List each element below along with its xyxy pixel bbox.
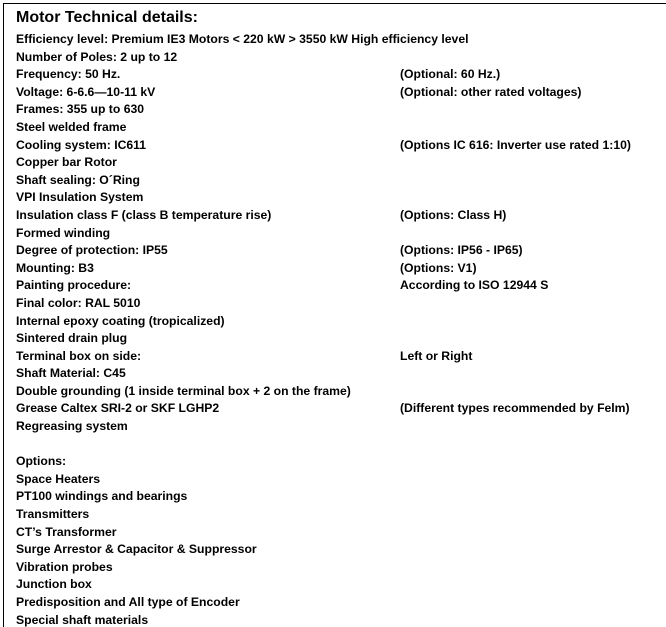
document-frame: [3, 3, 666, 627]
spec-label: Degree of protection: IP55: [16, 243, 168, 258]
options-heading-label: Options:: [16, 454, 67, 469]
option-item: [16, 594, 664, 612]
spacer: [16, 436, 664, 454]
option-item: [16, 524, 664, 542]
spec-list: [16, 31, 664, 627]
spec-label: Internal epoxy coating (tropicalized): [16, 313, 225, 328]
spec-row: [16, 330, 664, 348]
spec-label: Painting procedure:: [16, 278, 132, 293]
spec-row: [16, 313, 664, 331]
spec-row: [16, 365, 664, 383]
option-item: [16, 471, 664, 489]
option-item: [16, 488, 664, 506]
spec-row: [16, 66, 664, 84]
spec-label: VPI Insulation System: [16, 190, 144, 205]
spec-row: [16, 225, 664, 243]
spec-row: [16, 207, 664, 225]
option-item: [16, 541, 664, 559]
spec-label: Regreasing system: [16, 419, 128, 434]
spec-row: [16, 137, 664, 155]
spec-label: Number of Poles: 2 up to 12: [16, 49, 178, 64]
spec-row: [16, 101, 664, 119]
spec-label: Frames: 355 up to 630: [16, 102, 145, 117]
option-item: [16, 506, 664, 524]
options-heading: [16, 453, 664, 471]
spec-option-note: (Optional: other rated voltages): [400, 84, 582, 99]
spec-option-note: According to ISO 12944 S: [400, 278, 549, 293]
option-item: [16, 612, 664, 627]
option-label: Junction box: [16, 577, 92, 592]
spec-label: Copper bar Rotor: [16, 155, 117, 170]
spec-row: [16, 242, 664, 260]
spec-row: [16, 154, 664, 172]
spec-label: Steel welded frame: [16, 119, 127, 134]
spec-label: Final color: RAL 5010: [16, 295, 141, 310]
option-label: Transmitters: [16, 507, 90, 522]
option-label: CT’s Transformer: [16, 524, 117, 539]
option-item: [16, 559, 664, 577]
spec-option-note: (Options IC 616: Inverter use rated 1:10): [400, 137, 631, 152]
spec-label: Formed winding: [16, 225, 111, 240]
spec-label: Shaft sealing: O´Ring: [16, 172, 140, 187]
spec-row: [16, 189, 664, 207]
option-label: Surge Arrestor & Capacitor & Suppressor: [16, 542, 257, 557]
spec-row: [16, 31, 664, 49]
spec-row: [16, 277, 664, 295]
spec-option-note: (Options: IP56 - IP65): [400, 243, 523, 258]
spec-row: [16, 348, 664, 366]
spec-row: [16, 172, 664, 190]
spec-row: [16, 119, 664, 137]
spec-row: [16, 260, 664, 278]
spec-option-note: (Options: V1): [400, 260, 477, 275]
spec-label: Cooling system: IC611: [16, 137, 147, 152]
spec-option-note: (Optional: 60 Hz.): [400, 67, 501, 82]
option-label: Predisposition and All type of Encoder: [16, 595, 240, 609]
spec-label: Sintered drain plug: [16, 331, 128, 346]
spec-label: Insulation class F (class B temperature rise): [16, 207, 272, 222]
spec-row: [16, 383, 664, 401]
spec-option-note: Left or Right: [400, 348, 473, 363]
spec-row: [16, 418, 664, 436]
spec-label: Shaft Material: C45: [16, 366, 126, 381]
spec-option-note: (Options: Class H): [400, 207, 507, 222]
spec-row: [16, 84, 664, 102]
spec-label: Grease Caltex SRI-2 or SKF LGHP2: [16, 401, 220, 416]
spec-label: Mounting: B3: [16, 260, 94, 275]
spec-row: [16, 400, 664, 418]
spec-label: Efficiency level: Premium IE3 Motors < 220 kW > 3550 kW High efficiency level: [16, 32, 469, 46]
option-label: Special shaft materials: [16, 612, 149, 627]
option-label: Space Heaters: [16, 471, 101, 486]
spec-label: Double grounding (1 inside terminal box + 2 on the frame): [16, 383, 351, 398]
document-title: Motor Technical details:: [16, 9, 198, 26]
option-label: Vibration probes: [16, 559, 113, 574]
spec-label: Terminal box on side:: [16, 348, 142, 363]
option-item: [16, 576, 664, 594]
spec-label: Voltage: 6-6.6—10-11 kV: [16, 84, 156, 99]
spec-row: [16, 49, 664, 67]
option-label: PT100 windings and bearings: [16, 489, 188, 504]
spec-label: Frequency: 50 Hz.: [16, 67, 121, 82]
spec-row: [16, 295, 664, 313]
spec-option-note: (Different types recommended by Felm): [400, 401, 630, 416]
